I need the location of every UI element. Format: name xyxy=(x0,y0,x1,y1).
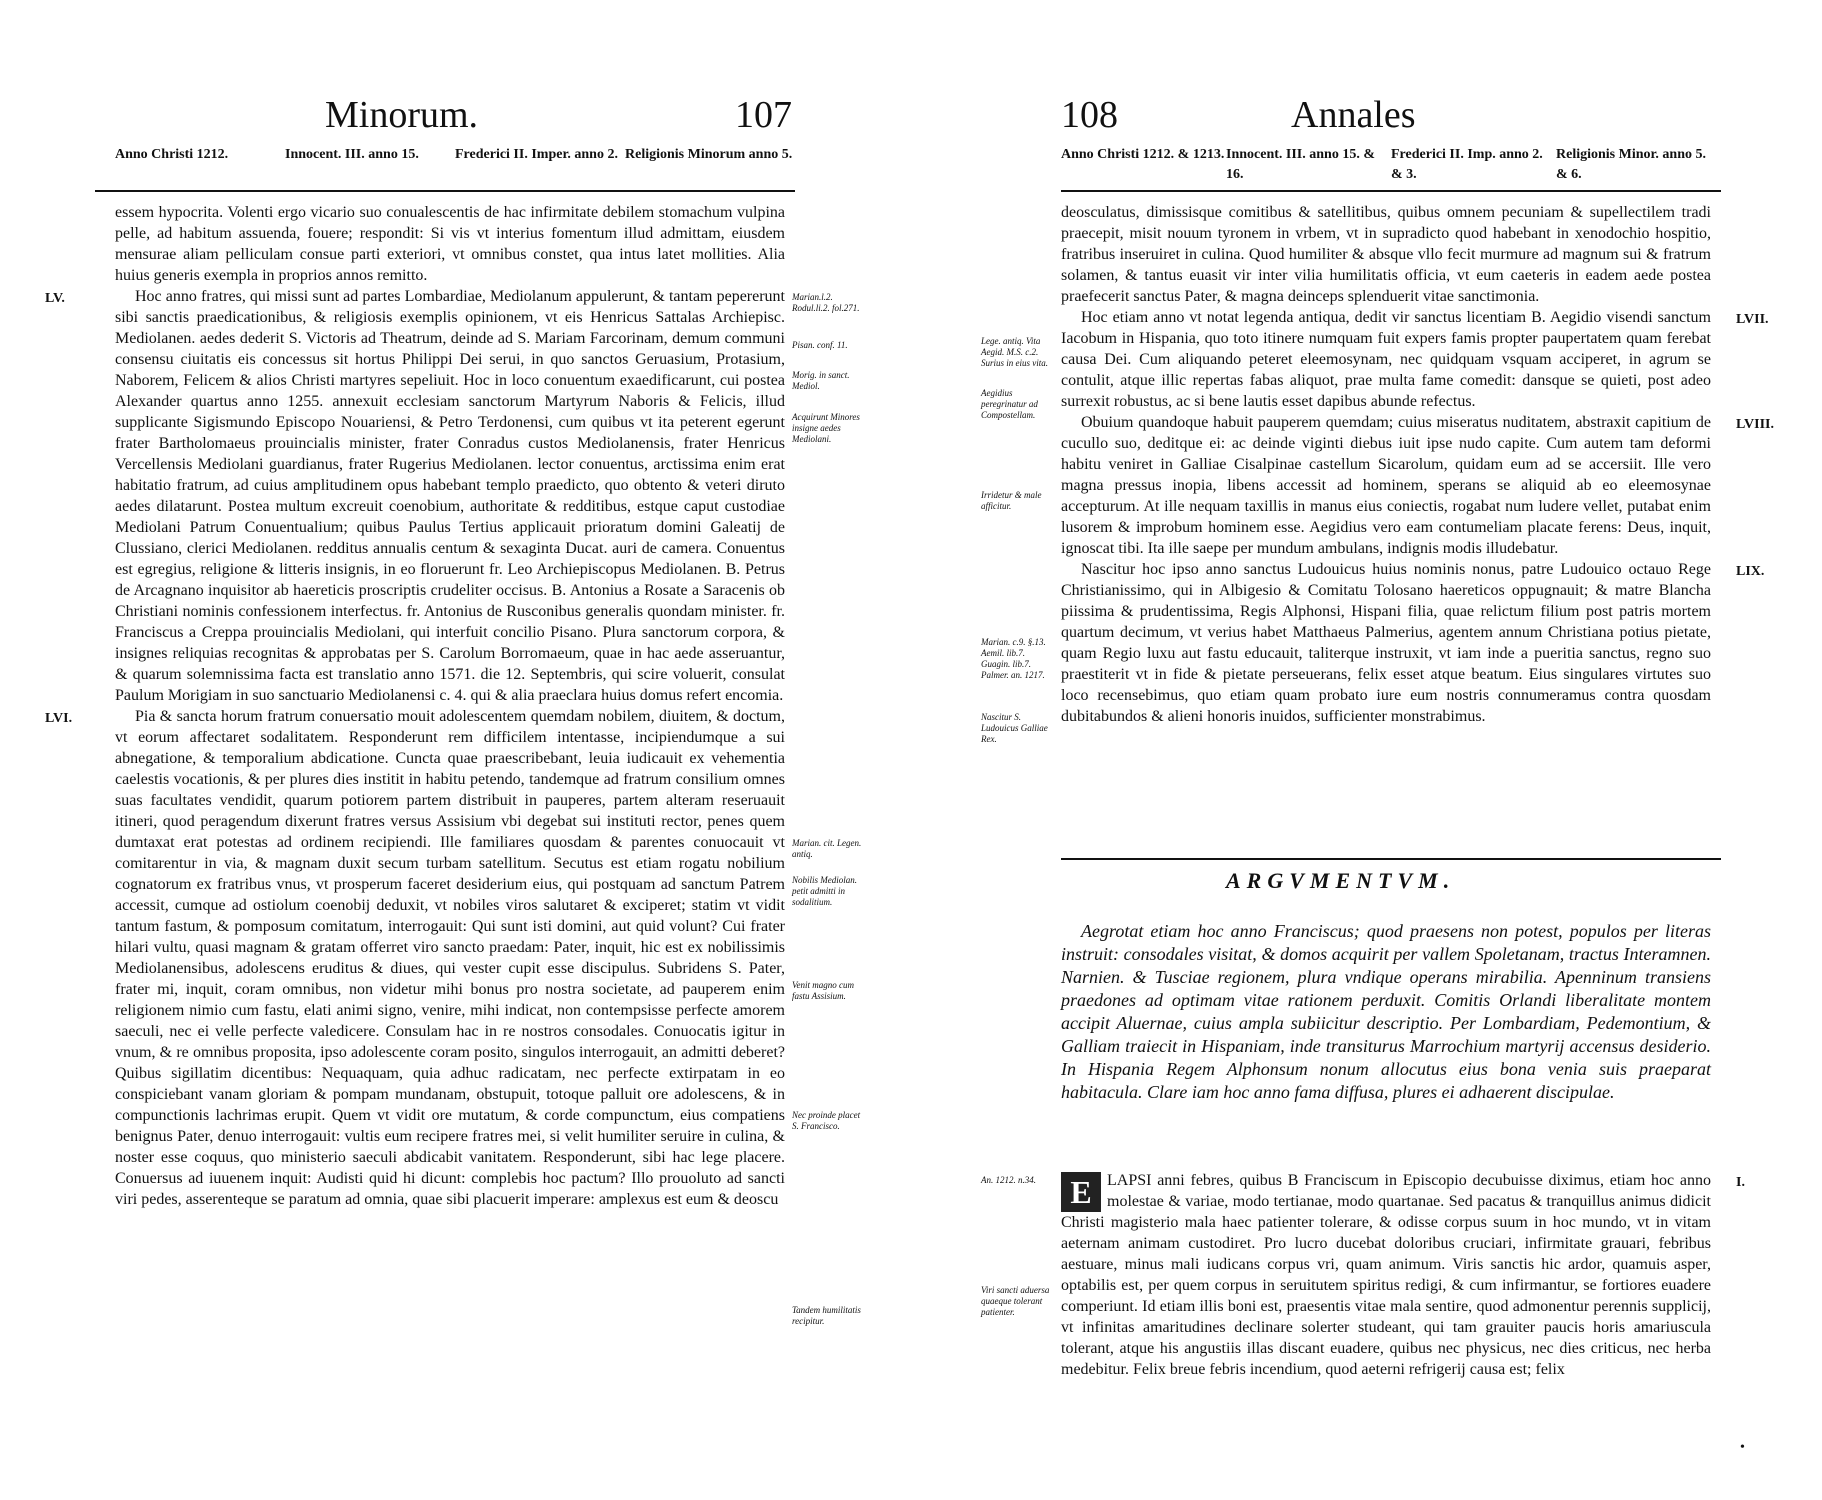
opening-paragraph xyxy=(115,202,785,286)
header-religionis: Religionis Minor. anno 5. & 6. xyxy=(1556,147,1707,182)
section-lix xyxy=(1061,559,1765,727)
section-divider xyxy=(1061,858,1721,860)
right-body-text xyxy=(1061,202,1775,727)
left-running-title: Minorum. xyxy=(325,94,479,136)
paragraph-text: Pia & sancta horum fratrum conuersatio mouit adolescentem quemdam nobilem, diuitem, & doctum, vt eorum affectaret sodalitatem. Responderunt rem difficilem intentasse, incipiendumque a sui abnegatione, & temporalium abdicatione. Cuncta quae praescribebant, leuia iudicauit ex vehementia caelestis vocationis, & per plures dies institit in habitu petendo, tandemque ad fratrum consilium omnes suas facultates vendidit, quarum potiorem partem distribuit in pauperes, partem alteram reseruauit itineri, quod peragendum dixerunt fratres versus Assisium vbi degebat sui instituti rector, penes quem dumtaxat erat potestas ad ordinem recipiendi. Ille familiares quosdam & parentes conuocauit vt comitarentur in via, & magnam duxit secum turbam satellitum. Secutus est etiam rogatu nobilium cognatorum ex fratribus vnus, vt prosperum faceret desiderium eius, qui postquam ad sanctum Patrem accessit, cumque ad ostiolum coenobij deduxit, vt nobiles viros salutaret & exciperet; statim vt vidit tantum fastum, & pomposum comitatum, interrogauit: Qui sunt isti domini, aut quid volunt? Cui frater hilari vultu, quasi magnam & gratam offerret viro sancto praedam: Pater, inquit, hic est ex nobilissimis Mediolanensibus, adolescens eruditus & diues, qui vester cupit esse discipulus. Subridens S. Pater, frater mi, inquit, coram omnibus, non videtur mihi bonus pro nostra societate, ad pauperem enim religionem nimio cum fastu, elati animi signo, venire, mihi indicat, non contempsisse perfecte amorem saeculi, nec ei velle perfecte valedicere. Consulam hac in re nostros consodales. Conuocatis igitur in vnum, & re omnibus proposita, ipso adolescente coram posito, singulos interrogauit, an admitti deberet? Quibus sigillatim dicentibus: Nequaquam, quia adhuc radicatam, nec perfecte extirpatam in eo conspiciebant vanam gloriam & pompam mundanam, obstupuit, totoque palluit ore adolescens, & in compunctionis lachrimas erupit. Quem vt vidit ore mutatum, & corde compunctum, eius compatiens benignus Pater, denuo interrogauit: vultis eum recipere fratres mei, si velit humiliter seruire in culina, & noster esse coquus, quo ministerio saeculi abdicabit vanitatem. Responderunt, sibi hac lege placere. Conuersus ad iuuenem inquit: Audisti quid hi dicunt: complebis hoc pactum? Illo prouoluto ad sancti viri pedes, asserenteque se paratum ad omnia, quae sibi placuerit imperare: amplexus est eum & deoscu xyxy=(115,708,785,1208)
left-body-text xyxy=(45,202,785,1210)
paragraph-text: deosculatus, dimissisque comitibus & satellitibus, quibus omnem pecuniam & supellectilem tradi praecepit, misit nouum tyronem in vrbem, vt in supradicto quod habebant in xenodochio hospitio, fratribus inseruiret in culina. Quod humiliter & absque vllo fecit murmure ad magnum sui & fratrum solamen, & tantus euasit vir inter vilia humilitatis officia, vt eum caeteris in eadem aede postea praefecerit sanctus Pater, & magna deinceps splenduerit vitae sanctimonia. xyxy=(1061,204,1711,305)
left-running-head xyxy=(95,90,815,140)
right-page xyxy=(911,0,1822,1500)
right-running-head xyxy=(1061,90,1661,140)
left-page-number: 107 xyxy=(735,94,792,136)
margin-note: Marian. c.9. §.13. Aemil. lib.7. Guagin. lib.7. Palmer. an. 1217. xyxy=(981,637,1046,680)
section-number: I. xyxy=(1736,1175,1745,1190)
section-number: LV. xyxy=(45,291,65,306)
margin-note: Irridetur & male afficitur. xyxy=(981,490,1042,511)
right-year-header xyxy=(1061,145,1721,185)
paragraph-text: Hoc anno fratres, qui missi sunt ad partes Lombardiae, Mediolanum appulerunt, & tantam pepererunt sibi sanctis praedicationibus, & religiosis exemplis opinionem, vt eis Henricus Sattalas Archiepisc. Mediolanen. aedes dederit S. Victoris ad Theatrum, deinde ad S. Mariam Farcorinam, demum communi consensu ciuitatis eis concessus sit hortus Philippi Dei serui, in quo sanctos Geruasium, Protasium, Naborem, Felicem & alios Christi martyres sepeliuit. Hoc in loco conuentum exaedificarunt, cui postea Alexander quartus anno 1255. annexuit ecclesiam sanctorum Martyrum Naboris & Felicis, illud supplicante Sigismundo Episcopo Nouariensi, & Petro Terdonensi, cum quibus vt ita peterent egerunt frater Bartholomaeus prouincialis minister, frater Conradus custos Mediolanensis, frater Henricus Vercellensis Mediolani guardianus, frater Rugerius Mediolanen. lector conuentus, arctissima enim erat habitatio fratrum, ad cuius amplitudinem opus habebant templo praedicto, quo obtento & veteri diruto aedes dilatarunt. Postea multum excreuit coenobium, authoritate & redditibus, estque caput custodiae Mediolani Patrum Conuentualium; quibus Paulus Tertius applicauit prioratum domini Galeatij de Clussiano, clerici Mediolanen. redditus annualis centum & sexaginta Ducat. auri de camera. Conuentus est egregius, religione & litteris insignis, in eo floruerunt fr. Leo Archiepiscopus Mediolanen. B. Petrus de Arcagnano inquisitor ab haereticis proscriptis crudeliter occisus. B. Antonius a Rosate a Saracenis ob Christiani nominis confessionem interfectus. fr. Antonius de Rusconibus generalis quondam minister. fr. Franciscus a Creppa prouincialis Mediolani, qui interfuit concilio Pisano. Plura sanctorum corpora, & insignes reliquias recognitas & approbatas per S. Carolum Borromaeum, quae in hac aede asseruantur, & quarum solemnissima facta est translatio anno 1571. die 12. Septembris, qui scire voluerit, consulat Paulum Morigiam in suo sanctuario Mediolanensi c. 4. qui & alia praeclara huius domus refert encomia. xyxy=(115,288,785,704)
opening-paragraph xyxy=(1061,202,1711,307)
section-number: LVII. xyxy=(1736,312,1769,327)
header-anno-christi: Anno Christi 1212. xyxy=(115,147,229,162)
section-lviii xyxy=(1061,412,1775,559)
margin-note: Nec proinde placet S. Francisco. xyxy=(792,1110,861,1131)
header-innocent: Innocent. III. anno 15. & 16. xyxy=(1226,147,1375,182)
header-rule xyxy=(1061,190,1721,192)
margin-note: Nobilis Mediolan. petit admitti in sodalitium. xyxy=(792,875,857,907)
margin-note: Nascitur S. Ludouicus Galliae Rex. xyxy=(981,712,1048,744)
final-section xyxy=(1061,1170,1745,1380)
dropcap-initial: E xyxy=(1061,1172,1101,1212)
argument-summary xyxy=(1061,920,1711,1104)
paragraph-text: Obuium quandoque habuit pauperem quemdam; cuius miseratus nuditatem, abstraxit capitium de cucullo suo, deditque ei: ac deinde viginti diebus iuit ipse nudo capite. Cum autem tam deformi habitu veniret in Galliae Cisalpinae castellum Sicarolum, quidam eum ad se accersiit. Ille vero magna pressus inopia, libens accessit ad hominem, sperans se aliquid ab eo eleemosynae accepturum. At ille nequam taxillis in manus eius coniectis, rogabat num ludere vellet, putabat enim lusorem & improbum hominem esse. Aegidius vero eam contumeliam placate ferens: Deus, inquit, ignoscat tibi. Ita ille saepe per mundum ambulans, indignis modis illudebatur. xyxy=(1061,414,1711,557)
argument-text: Aegrotat etiam hoc anno Franciscus; quod praesens non potest, populos per literas instruit: consodales visitat, & domos acquirit per vallem Spoletanam, tractus Interamnen. Narnien. & Tusciae regionem, plura vndique operans mirabilia. Apenninum transiens praedones ad optimam vitae rationem perduxit. Comitis Orlandi liberalitate montem accipit Aluernae, cuius ampla subiicitur descriptio. Per Lombardiam, Pedemontium, & Galliam traiecit in Hispaniam, inde transiturus Marrochium martyrij accensus desiderio. In Hispania Regem Alphonsum nonum allocutus eius bona venia suis praeparat habitacula. Clare iam hoc anno fama diffusa, plures ei adhaerent discipulae. xyxy=(1061,921,1711,1102)
section-number: LVI. xyxy=(45,711,73,726)
paragraph-text: Hoc etiam anno vt notat legenda antiqua, dedit vir sanctus licentiam B. Aegidio visendi sanctum Iacobum in Hispania, quo toto itinere numquam fuit expers famis propter paupertatem quam ferebat causa Dei. Cum aliquando peteret eleemosynam, nec quidquam vsquam acciperet, in agrum se contulit, atque illic repertas fabas aliquot, prae multa fame comedit: dansque se quieti, post adeo surrexit robustus, ac si bene lautis esset dapibus abunde refectus. xyxy=(1061,309,1711,410)
margin-note: Lege. antiq. Vita Aegid. M.S. c.2. Surius in eius vita. xyxy=(981,336,1048,368)
margin-note: Marian. cit. Legen. antiq. xyxy=(792,838,862,859)
margin-note: Morig. in sanct. Mediol. xyxy=(792,370,850,391)
right-running-title: Annales xyxy=(1291,94,1416,136)
paragraph-text: essem hypocrita. Volenti ergo vicario suo conualescentis de hac infirmitate debilem stomachum vulpina pelle, ad habitum assuenda, fouere; respondit: Si vis vt interius fomentum illud admittam, eiusdem mensurae aliam pelliculam consue parti exteriori, vt omnibus constet, qua intus latet mollities. Alia huius generis exempla in proprios annos remitto. xyxy=(115,204,785,284)
margin-note: Venit magno cum fastu Assisium. xyxy=(792,980,854,1001)
argument-title: ARGVMENTVM. xyxy=(1226,868,1456,893)
header-anno-christi: Anno Christi 1212. & 1213. xyxy=(1061,147,1225,162)
margin-note: Marian.l.2. Rodul.li.2. fol.271. xyxy=(792,292,860,313)
margin-note: Acquirunt Minores insigne aedes Mediolani. xyxy=(792,412,860,444)
page-mark: • xyxy=(1740,1440,1745,1455)
paragraph-text: LAPSI anni febres, quibus B Franciscum in Episcopio decubuisse diximus, etiam hoc anno molestae & variae, modo tertianae, modo quartanae. Sed pacatus & tranquillus animus didicit Christi magisterio mala haec patienter tolerare, & odisse corpus suum in hoc mundo, vt in vitam aeternam animam custodiret. Pro lucro ducebat doloribus cruciari, infirmitate grauari, febribus aestuare, minus mali iudicans corpus vri, quam animum. Viris sanctis hic ardor, quamuis asper, optabilis est, per quem corpus in seruitutem spiritus redigi, & cum infirmantur, se fortiores euadere comperiunt. Id etiam illis boni est, praesentis vitae mala sentire, quod admonentur perennis supplicij, vt infinitas amaritudines declinare solerter studeant, qui tam grauiter paucis horis amariuscula tolerant, atque his angustiis illas discant euadere, quibus nec physicus, nec dies criticus, nec herba medebitur. Felix breue febris incendium, quod aeterni refrigerij causa est; felix xyxy=(1061,1172,1711,1378)
section-lvii xyxy=(1061,307,1769,412)
margin-note: Aegidius peregrinatur ad Compostellam. xyxy=(981,388,1038,420)
header-frederici: Frederici II. Imp. anno 2. & 3. xyxy=(1391,147,1543,182)
margin-note: An. 1212. n.34. xyxy=(981,1175,1036,1185)
margin-note: Viri sancti aduersa quaeque tolerant patienter. xyxy=(981,1285,1050,1317)
section-lvi xyxy=(45,706,785,1210)
left-year-header xyxy=(115,145,795,165)
section-lv xyxy=(45,286,785,706)
right-page-number: 108 xyxy=(1061,94,1118,136)
section-number: LVIII. xyxy=(1736,417,1775,432)
header-frederici: Frederici II. Imper. anno 2. xyxy=(455,147,618,162)
header-rule xyxy=(95,190,795,192)
margin-note: Pisan. conf. 11. xyxy=(792,340,848,350)
header-innocent: Innocent. III. anno 15. xyxy=(285,147,419,162)
header-religionis: Religionis Minorum anno 5. xyxy=(625,147,793,162)
margin-note: Tandem humilitatis recipitur. xyxy=(792,1305,861,1326)
paragraph-text: Nascitur hoc ipso anno sanctus Ludouicus huius nominis nonus, patre Ludouico octauo Rege Christianissimo, qui in Albigesio & Comitatu Tolosano haereticos oppugnauit; & matre Blancha piissima & prudentissima, Regis Alphonsi, Hispani filia, quae relictum filium post patris mortem quartum decimum, vt verius habet Matthaeus Palmerius, agentem annum Christiana potius pietate, quam Regio luxu aut fastu educauit, taliterque instruxit, vt iam inde a pueritia sanctus, regno suo praestiterit vt in fide & pietate perseuerans, felix esset atque beatum. Eius singulares virtutes suo loco recensebimus, quo etiam quam probato iure eum nostris connumeramus contra quosdam dubitabundos & alieni honoris inuidos, sufficienter monstrabimus. xyxy=(1061,561,1711,725)
section-number: LIX. xyxy=(1736,564,1765,579)
